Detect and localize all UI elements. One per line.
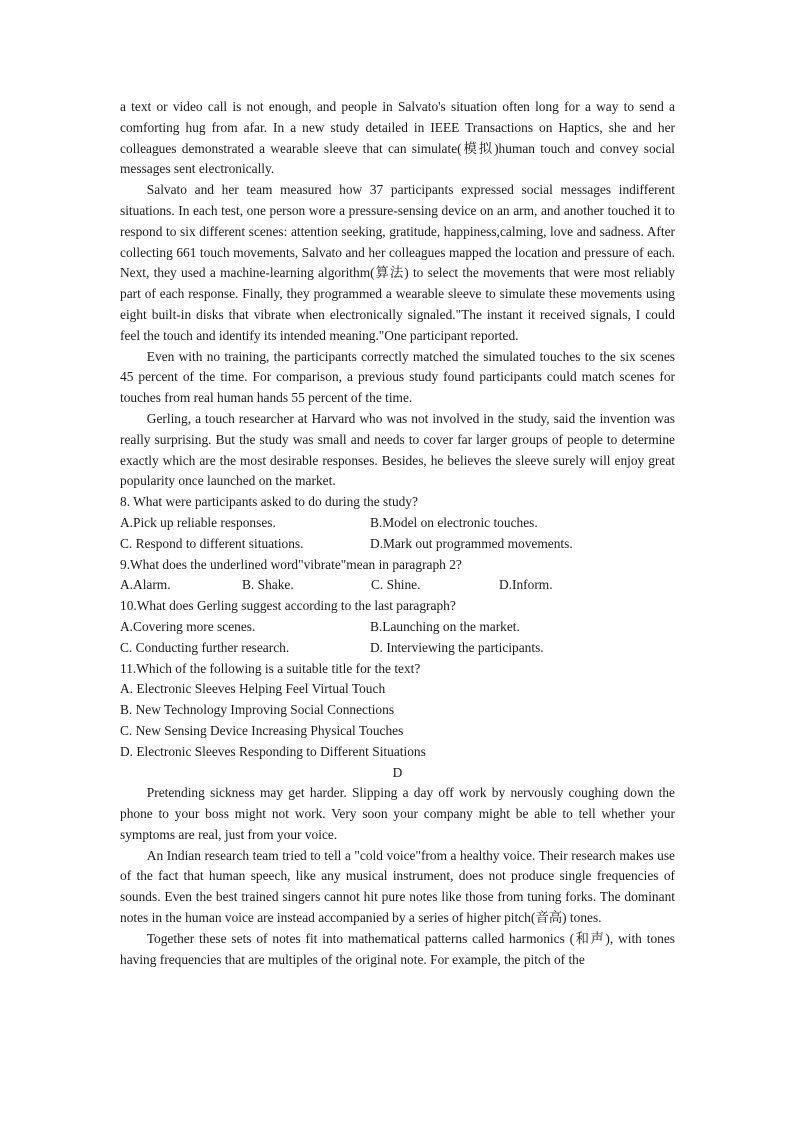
question-9-option-a: A.Alarm. xyxy=(120,577,171,593)
passage-c-paragraph-1: a text or video call is not enough, and people in Salvato's situation often long for a way to send a comforting hug from afar. In a new study detailed in IEEE Transactions on Haptics, she and her colleagues demonstrated a wearable sleeve that can simulate(模拟)human touch and convey social messages sent electronically. xyxy=(120,99,675,177)
question-11-option-b: B. New Technology Improving Social Connections xyxy=(120,702,395,718)
document-page xyxy=(120,97,675,970)
question-9-option-c: C. Shine. xyxy=(371,577,421,593)
question-11-option-d: D. Electronic Sleeves Responding to Different Situations xyxy=(120,743,426,759)
passage-d-paragraph-3: Together these sets of notes fit into mathematical patterns called harmonics (和声), with tones having frequencies that are multiples of the original note. For example, the pitch of the xyxy=(120,930,675,967)
question-9-option-d: D.Inform. xyxy=(499,577,553,593)
question-10-options-row-1 xyxy=(120,617,675,638)
question-8-option-b: B.Model on electronic touches. xyxy=(370,514,538,530)
question-9-stem: 9.What does the underlined word"vibrate"mean in paragraph 2? xyxy=(120,556,462,572)
question-11-option-a: A. Electronic Sleeves Helping Feel Virtual Touch xyxy=(120,681,386,697)
passage-d-paragraph-2: An Indian research team tried to tell a "cold voice"from a healthy voice. Their research makes use of the fact that human speech, like any musical instrument, does not produce single frequencies of sounds. Even the best trained singers cannot hit pure notes like those from tuning forks. The dominant notes in the human voice are instead accompanied by a series of higher pitch(音高) tones. xyxy=(120,847,675,926)
question-10-stem: 10.What does Gerling suggest according to the last paragraph? xyxy=(120,598,456,614)
section-d-label: D xyxy=(392,764,403,780)
question-10-option-b: B.Launching on the market. xyxy=(370,618,520,634)
passage-c-paragraph-4: Gerling, a touch researcher at Harvard who was not involved in the study, said the invention was really surprising. But the study was small and needs to cover far larger groups of people to determine exactly which are the most desirable responses. Besides, he believes the sleeve surely will enjoy great popularity once launched on the market. xyxy=(120,410,675,489)
passage-d-paragraph-1: Pretending sickness may get harder. Slipping a day off work by nervously coughing down the phone to your boss might not work. Very soon your company might be able to tell whether your symptoms are real, just from your voice. xyxy=(120,785,675,842)
question-11-stem: 11.Which of the following is a suitable title for the text? xyxy=(120,660,421,676)
question-11-option-c: C. New Sensing Device Increasing Physical Touches xyxy=(120,722,404,738)
passage-c-paragraph-2: Salvato and her team measured how 37 participants expressed social messages indifferent situations. In each test, one person wore a pressure-sensing device on an arm, and another touched it to respond to six different scenes: attention seeking, gratitude, happiness,calming, love and sadness. After collecting 661 touch movements, Salvato and her colleagues mapped the location and pressure of each. Next, they used a machine-learning algorithm(算法) to select the movements that were most reliably part of each response. Finally, they programmed a wearable sleeve to simulate these movements using eight built-in disks that vibrate when electronically signaled."The instant it received signals, I could feel the touch and identify its intended meaning."One participant reported. xyxy=(120,182,675,343)
question-8-option-a: A.Pick up reliable responses. xyxy=(120,514,276,530)
passage-c-paragraph-3: Even with no training, the participants correctly matched the simulated touches to the six scenes 45 percent of the time. For comparison, a previous study found participants could match scenes for touches from real human hands 55 percent of the time. xyxy=(120,348,675,406)
question-10-options-row-2 xyxy=(120,638,675,659)
question-10-option-a: A.Covering more scenes. xyxy=(120,618,256,634)
question-8-stem: 8. What were participants asked to do during the study? xyxy=(120,494,418,510)
question-8-option-d: D.Mark out programmed movements. xyxy=(370,535,573,551)
question-9-options xyxy=(120,575,675,596)
question-8-options-row-1 xyxy=(120,513,675,534)
question-8-option-c: C. Respond to different situations. xyxy=(120,535,304,551)
question-10-option-d: D. Interviewing the participants. xyxy=(370,639,544,655)
question-9-option-b: B. Shake. xyxy=(242,577,294,593)
question-8-options-row-2 xyxy=(120,534,675,555)
question-10-option-c: C. Conducting further research. xyxy=(120,639,290,655)
